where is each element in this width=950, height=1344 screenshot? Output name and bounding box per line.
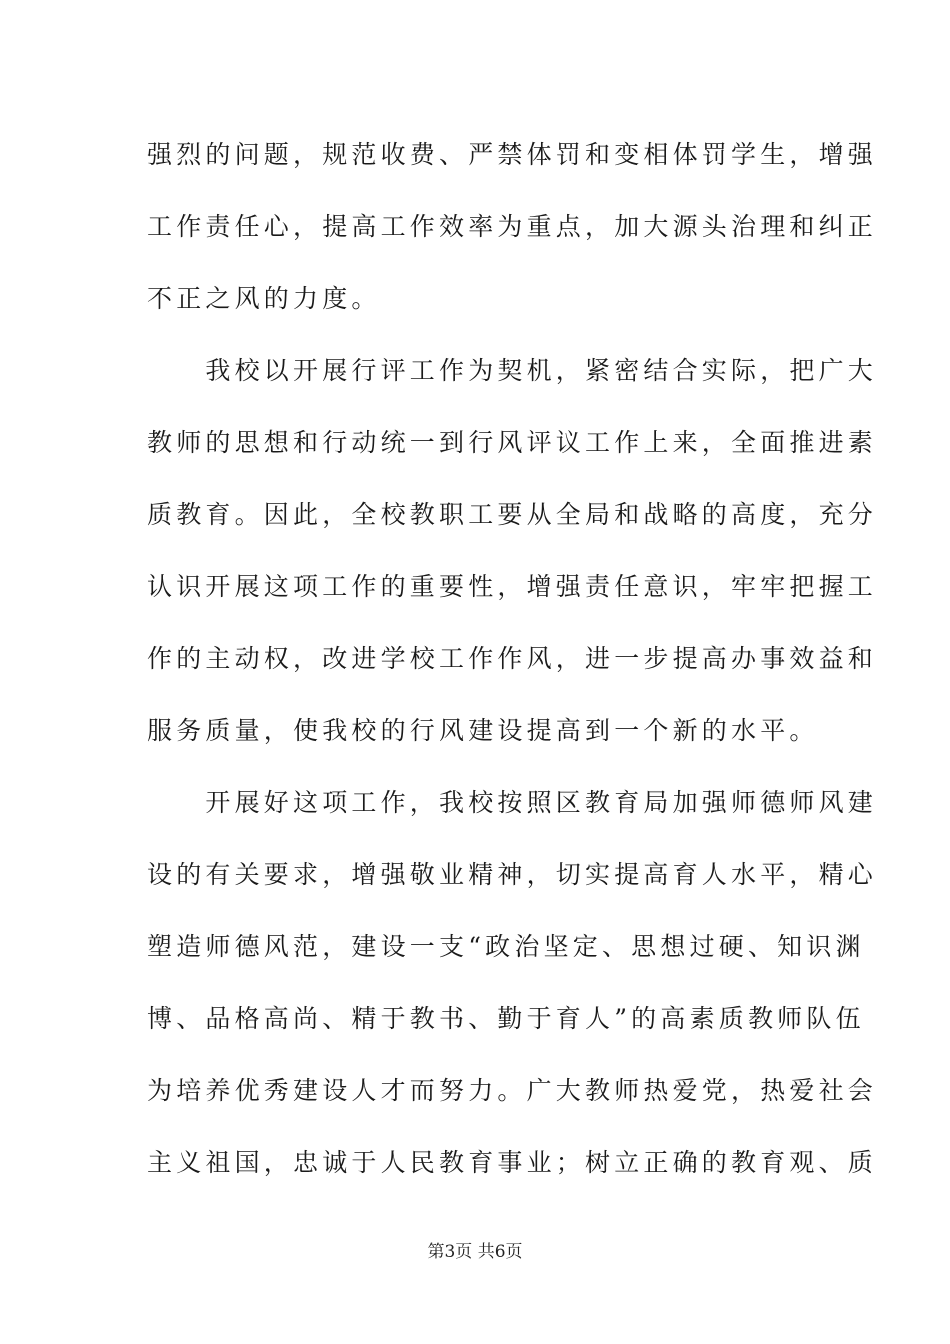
- text-line: 教师的思想和行动统一到行风评议工作上来，全面推进素: [147, 428, 878, 457]
- text-line: 我校以开展行评工作为契机，紧密结合实际，把广大: [147, 356, 878, 385]
- text-line: 为培养优秀建设人才而努力。广大教师热爱党，热爱社会: [147, 1076, 878, 1105]
- text-line: 不正之风的力度。: [147, 284, 381, 313]
- text-line: 主义祖国，忠诚于人民教育事业；树立正确的教育观、质: [147, 1148, 878, 1177]
- text-line: 博、品格高尚、精于教书、勤于育人”的高素质教师队伍: [147, 1004, 865, 1033]
- text-line: 塑造师德风范，建设一支“政治坚定、思想过硬、知识渊: [147, 932, 865, 961]
- text-line: 开展好这项工作，我校按照区教育局加强师德师风建: [147, 788, 878, 817]
- page-number-footer: 第3页 共6页: [427, 1242, 523, 1262]
- text-line: 设的有关要求，增强敬业精神，切实提高育人水平，精心: [147, 860, 878, 889]
- text-line: 质教育。因此，全校教职工要从全局和战略的高度，充分: [147, 500, 878, 529]
- text-line: 作的主动权，改进学校工作作风，进一步提高办事效益和: [147, 644, 878, 673]
- body-text: [147, 127, 878, 1207]
- text-line: 服务质量，使我校的行风建设提高到一个新的水平。: [147, 716, 819, 745]
- text-line: 工作责任心，提高工作效率为重点，加大源头治理和纠正: [147, 212, 878, 241]
- text-line: 强烈的问题，规范收费、严禁体罚和变相体罚学生，增强: [147, 140, 878, 169]
- text-line: 认识开展这项工作的重要性，增强责任意识，牢牢把握工: [147, 572, 878, 601]
